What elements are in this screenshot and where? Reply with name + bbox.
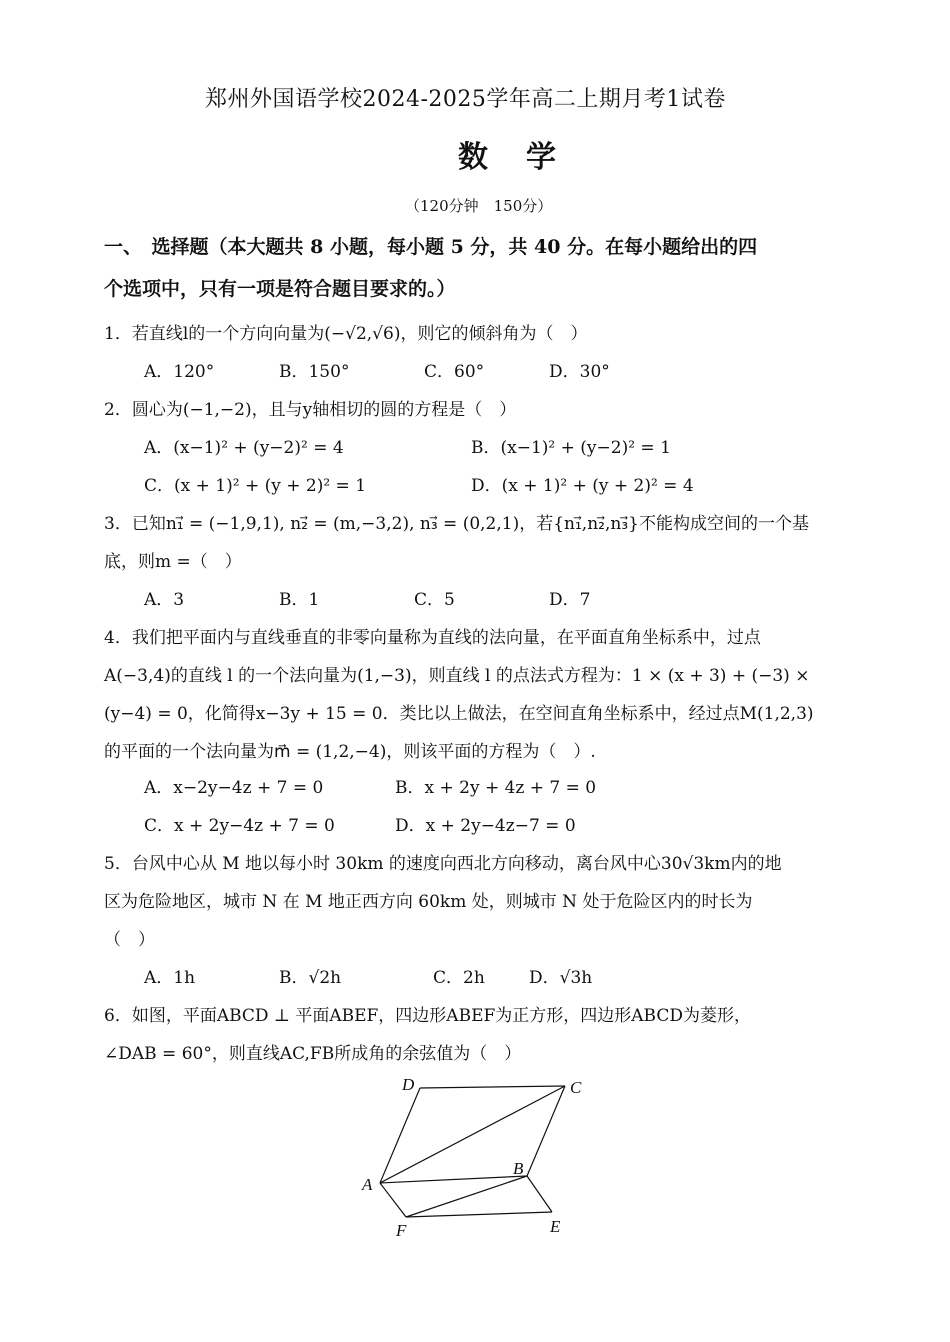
- q1-option-a: A．120°: [144, 362, 215, 382]
- question-5-stem-line2: 区为危险地区，城市 N 在 M 地正西方向 60km 处，则城市 N 处于危险区内的时长为: [104, 892, 753, 912]
- q3-option-c: C．5: [414, 590, 455, 610]
- question-5-stem-line1: 5．台风中心从 M 地以每小时 30km 的速度向西北方向移动，离台风中心30√3km内的地: [104, 854, 782, 874]
- edge-af: [380, 1183, 406, 1217]
- question-4-stem-line4: 的平面的一个法向量为m⃗ = (1,2,−4)，则该平面的方程为（ ）.: [104, 742, 596, 762]
- edge-da: [380, 1088, 420, 1183]
- exam-info: （120分钟 150分）: [405, 197, 553, 215]
- question-5-stem-line3: （ ）: [104, 930, 155, 950]
- q2-option-b: B．(x−1)² + (y−2)² = 1: [471, 438, 671, 458]
- q1-option-d: D．30°: [549, 362, 610, 382]
- q3-option-d: D．7: [549, 590, 591, 610]
- q4-option-d: D．x + 2y−4z−7 = 0: [395, 816, 576, 836]
- question-6-stem-line2: ∠DAB = 60°，则直线AC,FB所成角的余弦值为（ ）: [104, 1044, 522, 1064]
- q1-option-b: B．150°: [279, 362, 350, 382]
- subject-title: 数 学: [458, 140, 560, 175]
- section-heading-line1: 一、 选择题（本大题共 8 小题，每小题 5 分，共 40 分。在每小题给出的四: [104, 236, 758, 258]
- q3-option-a: A．3: [144, 590, 185, 610]
- label-e: E: [550, 1217, 561, 1236]
- edge-ab: [380, 1176, 527, 1183]
- q2-option-a: A．(x−1)² + (y−2)² = 4: [144, 438, 344, 458]
- question-3-stem-line2: 底，则m =（ ）: [104, 552, 242, 572]
- q3-option-b: B．1: [279, 590, 320, 610]
- q4-option-a: A．x−2y−4z + 7 = 0: [144, 778, 324, 798]
- section-heading-line2: 个选项中，只有一项是符合题目要求的。）: [104, 278, 456, 300]
- q2-option-d: D．(x + 1)² + (y + 2)² = 4: [471, 476, 694, 496]
- q6-geometry-figure: [340, 1068, 630, 1248]
- q2-option-c: C．(x + 1)² + (y + 2)² = 1: [144, 476, 367, 496]
- question-1-stem: 1．若直线l的一个方向向量为(−√2,√6)，则它的倾斜角为（ ）: [104, 324, 588, 344]
- edge-be: [527, 1176, 552, 1212]
- question-4-stem-line3: (y−4) = 0，化简得x−3y + 15 = 0．类比以上做法，在空间直角坐标系中，经过点M(1,2,3): [104, 704, 814, 724]
- q5-option-c: C．2h: [433, 968, 485, 988]
- question-6-stem-line1: 6．如图，平面ABCD ⊥ 平面ABEF，四边形ABEF为正方形，四边形ABCD为菱形，: [104, 1006, 752, 1026]
- question-3-stem-line1: 3．已知n₁⃗ = (−1,9,1), n₂⃗ = (m,−3,2), n₃⃗ = (0,2,1)，若{n₁⃗,n₂⃗,n₃⃗}不能构成空间的一个基: [104, 514, 809, 534]
- edge-ac: [380, 1086, 565, 1183]
- q5-option-b: B．√2h: [279, 968, 342, 988]
- label-d: D: [402, 1075, 415, 1094]
- label-a: A: [362, 1175, 373, 1194]
- q5-option-d: D．√3h: [529, 968, 593, 988]
- edge-dc: [420, 1086, 565, 1088]
- exam-title: 郑州外国语学校2024-2025学年高二上期月考1试卷: [205, 87, 726, 112]
- edge-fe: [406, 1212, 552, 1217]
- question-4-stem-line1: 4．我们把平面内与直线垂直的非零向量称为直线的法向量，在平面直角坐标系中，过点: [104, 628, 761, 648]
- edge-cb: [527, 1086, 565, 1176]
- edge-fb: [406, 1176, 527, 1217]
- question-4-stem-line2: A(−3,4)的直线 l 的一个法向量为(1,−3)，则直线 l 的点法式方程为：1 × (x + 3) + (−3) ×: [104, 666, 810, 686]
- q4-option-b: B．x + 2y + 4z + 7 = 0: [395, 778, 597, 798]
- label-c: C: [570, 1078, 582, 1097]
- q4-option-c: C．x + 2y−4z + 7 = 0: [144, 816, 335, 836]
- label-f: F: [396, 1221, 407, 1240]
- label-b: B: [513, 1159, 524, 1178]
- q5-option-a: A．1h: [144, 968, 196, 988]
- question-2-stem: 2．圆心为(−1,−2)，且与y轴相切的圆的方程是（ ）: [104, 400, 517, 420]
- q1-option-c: C．60°: [424, 362, 485, 382]
